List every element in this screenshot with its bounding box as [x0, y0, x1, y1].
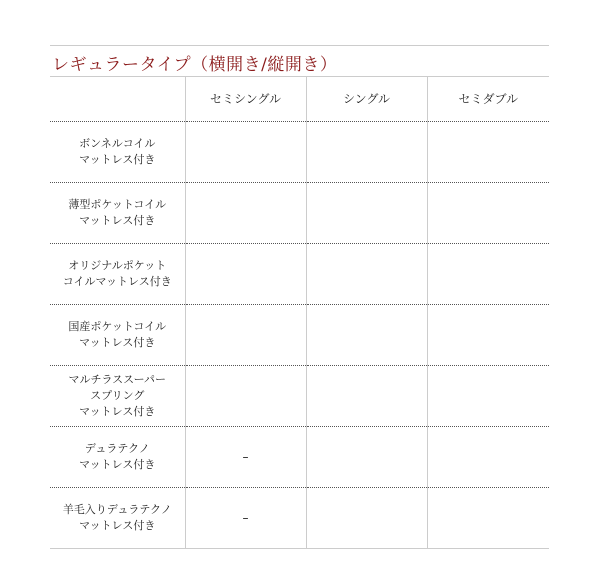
table-row [50, 183, 549, 244]
table-cell [185, 122, 306, 183]
top-rule [50, 45, 549, 46]
table-row [50, 488, 549, 549]
table-cell [306, 366, 427, 427]
header-row [50, 77, 549, 122]
cell-value: – [242, 449, 249, 464]
row-label-original-pocket-coil: オリジナルポケット コイルマットレス付き [50, 244, 185, 305]
corner-cell [50, 77, 185, 122]
table-row [50, 366, 549, 427]
cell-value: – [242, 510, 249, 525]
table-cell [185, 427, 306, 488]
table-cell [427, 366, 549, 427]
table-cell [306, 122, 427, 183]
row-label-wool-dura-techno: 羊毛入りデュラテクノ マットレス付き [50, 488, 185, 549]
column-header-semi-double: セミダブル [427, 77, 549, 122]
table-cell [185, 305, 306, 366]
table-cell [306, 427, 427, 488]
table-cell [427, 244, 549, 305]
table-row [50, 427, 549, 488]
table-cell [427, 122, 549, 183]
column-header-single: シングル [306, 77, 427, 122]
table-cell [185, 183, 306, 244]
table-cell [306, 244, 427, 305]
row-label-domestic-pocket-coil: 国産ポケットコイル マットレス付き [50, 305, 185, 366]
row-label-multi-lath-super-spring: マルチラススーパー スプリング マットレス付き [50, 366, 185, 427]
row-label-bonnell-coil: ボンネルコイル マットレス付き [50, 122, 185, 183]
table-cell [185, 366, 306, 427]
table-cell [306, 305, 427, 366]
table-cell [427, 305, 549, 366]
table-row [50, 305, 549, 366]
section-title: レギュラータイプ（横開き/縦開き） [52, 55, 338, 75]
table-cell [185, 244, 306, 305]
size-table [50, 77, 549, 549]
table-cell [427, 183, 549, 244]
table-cell [306, 488, 427, 549]
table-cell [427, 488, 549, 549]
table-cell [427, 427, 549, 488]
table-cell [306, 183, 427, 244]
row-label-dura-techno: デュラテクノ マットレス付き [50, 427, 185, 488]
table-row [50, 244, 549, 305]
table-row [50, 122, 549, 183]
column-header-semi-single: セミシングル [185, 77, 306, 122]
table-cell [185, 488, 306, 549]
row-label-thin-pocket-coil: 薄型ポケットコイル マットレス付き [50, 183, 185, 244]
